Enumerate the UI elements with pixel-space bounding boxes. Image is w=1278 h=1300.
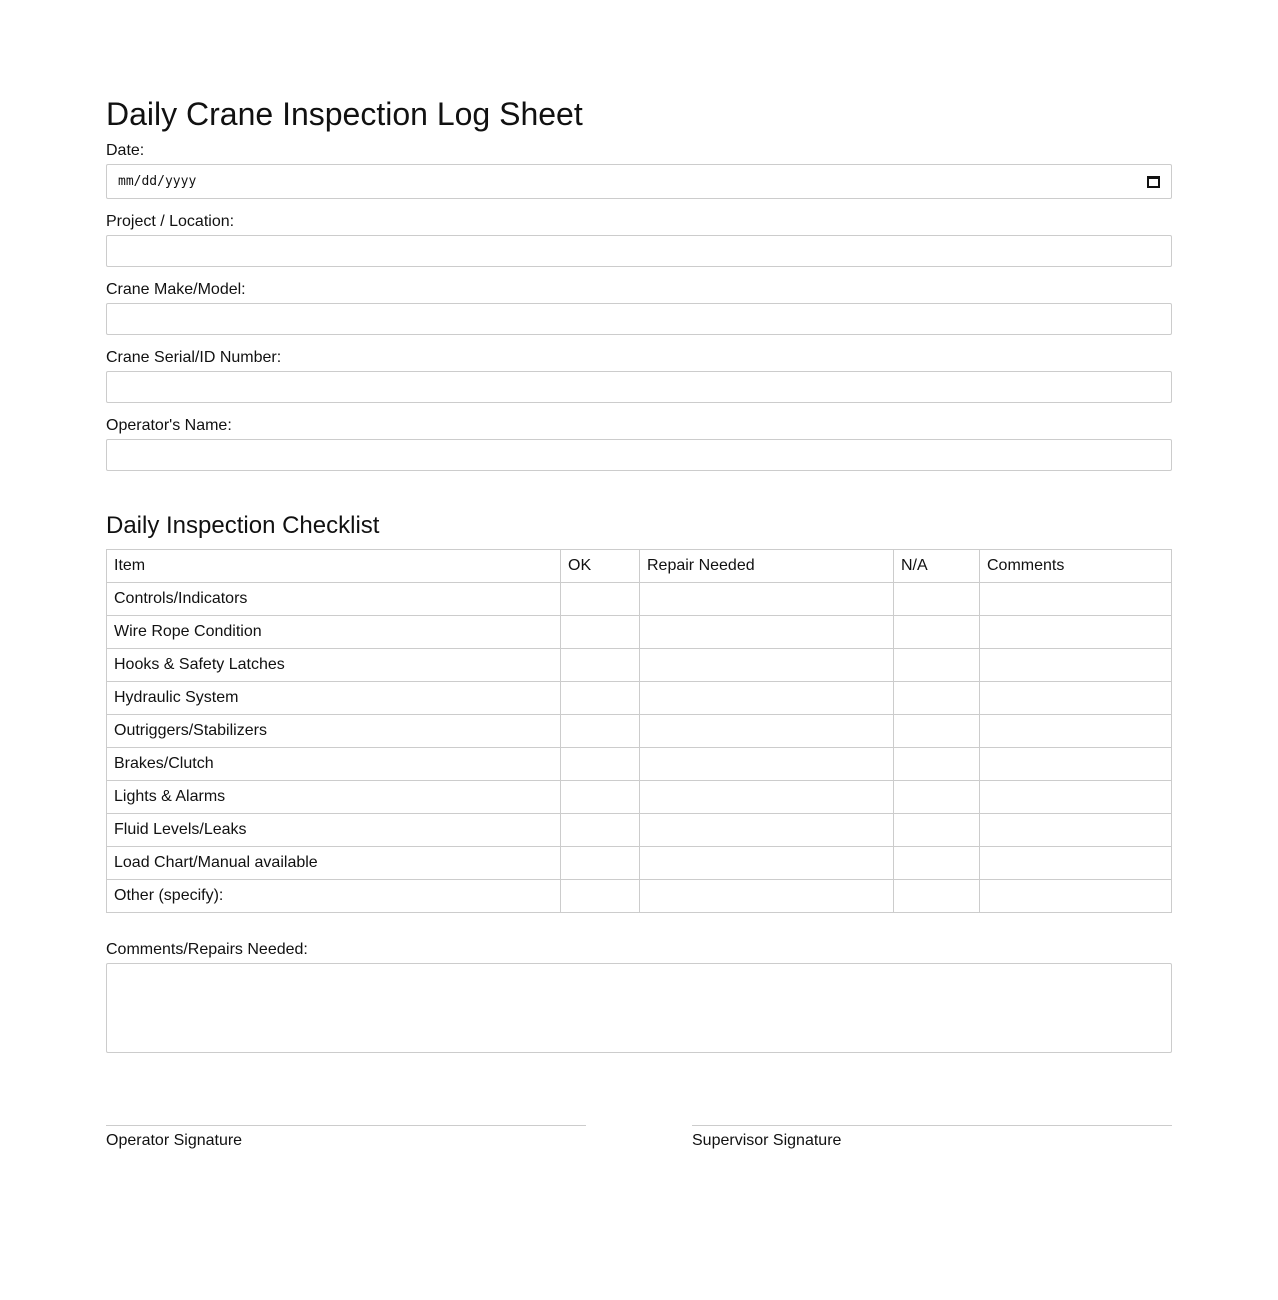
- project-label: Project / Location:: [106, 213, 235, 230]
- make-model-input[interactable]: [106, 303, 1172, 335]
- comments-cell[interactable]: [980, 781, 1172, 814]
- table-row: [107, 715, 1172, 748]
- supervisor-signature-line[interactable]: [692, 1125, 1172, 1150]
- serial-input[interactable]: [106, 371, 1172, 403]
- header-item: Item: [107, 550, 561, 583]
- table-header-row: [107, 550, 1172, 583]
- na-cell[interactable]: [894, 814, 980, 847]
- item-label: Hooks & Safety Latches: [107, 649, 561, 682]
- calendar-icon[interactable]: [1147, 176, 1160, 188]
- header-na: N/A: [894, 550, 980, 583]
- make-model-label: Crane Make/Model:: [106, 281, 246, 298]
- na-cell[interactable]: [894, 880, 980, 913]
- repair-cell[interactable]: [640, 880, 894, 913]
- supervisor-signature-label: Supervisor Signature: [692, 1132, 842, 1149]
- na-cell[interactable]: [894, 715, 980, 748]
- item-label: Other (specify):: [107, 880, 561, 913]
- repair-cell[interactable]: [640, 682, 894, 715]
- project-input[interactable]: [106, 235, 1172, 267]
- comments-cell[interactable]: [980, 649, 1172, 682]
- comments-cell[interactable]: [980, 880, 1172, 913]
- repair-cell[interactable]: [640, 649, 894, 682]
- table-row: [107, 814, 1172, 847]
- comments-label: Comments/Repairs Needed:: [106, 941, 308, 958]
- header-repair: Repair Needed: [640, 550, 894, 583]
- comments-cell[interactable]: [980, 616, 1172, 649]
- date-placeholder: mm/dd/yyyy: [118, 174, 197, 189]
- na-cell[interactable]: [894, 682, 980, 715]
- ok-cell[interactable]: [561, 781, 640, 814]
- comments-cell[interactable]: [980, 847, 1172, 880]
- repair-cell[interactable]: [640, 715, 894, 748]
- ok-cell[interactable]: [561, 748, 640, 781]
- ok-cell[interactable]: [561, 649, 640, 682]
- table-row: [107, 616, 1172, 649]
- na-cell[interactable]: [894, 748, 980, 781]
- table-row: [107, 748, 1172, 781]
- comments-textarea[interactable]: [106, 963, 1172, 1053]
- repair-cell[interactable]: [640, 847, 894, 880]
- repair-cell[interactable]: [640, 616, 894, 649]
- na-cell[interactable]: [894, 616, 980, 649]
- ok-cell[interactable]: [561, 847, 640, 880]
- repair-cell[interactable]: [640, 748, 894, 781]
- table-row: [107, 583, 1172, 616]
- item-label: Outriggers/Stabilizers: [107, 715, 561, 748]
- comments-cell[interactable]: [980, 583, 1172, 616]
- comments-cell[interactable]: [980, 748, 1172, 781]
- item-label: Load Chart/Manual available: [107, 847, 561, 880]
- item-label: Fluid Levels/Leaks: [107, 814, 561, 847]
- ok-cell[interactable]: [561, 583, 640, 616]
- operator-name-label: Operator's Name:: [106, 417, 232, 434]
- item-label: Controls/Indicators: [107, 583, 561, 616]
- comments-cell[interactable]: [980, 682, 1172, 715]
- operator-name-input[interactable]: [106, 439, 1172, 471]
- comments-cell[interactable]: [980, 715, 1172, 748]
- na-cell[interactable]: [894, 781, 980, 814]
- item-label: Brakes/Clutch: [107, 748, 561, 781]
- operator-signature-label: Operator Signature: [106, 1132, 243, 1149]
- item-label: Wire Rope Condition: [107, 616, 561, 649]
- date-label: Date:: [106, 142, 145, 159]
- comments-cell[interactable]: [980, 814, 1172, 847]
- ok-cell[interactable]: [561, 880, 640, 913]
- header-ok: OK: [561, 550, 640, 583]
- na-cell[interactable]: [894, 847, 980, 880]
- table-row: [107, 649, 1172, 682]
- na-cell[interactable]: [894, 649, 980, 682]
- ok-cell[interactable]: [561, 682, 640, 715]
- table-row: [107, 682, 1172, 715]
- operator-signature-line[interactable]: [106, 1125, 586, 1150]
- checklist-table: [106, 549, 1172, 913]
- header-comments: Comments: [980, 550, 1172, 583]
- table-row: [107, 847, 1172, 880]
- item-label: Lights & Alarms: [107, 781, 561, 814]
- item-label: Hydraulic System: [107, 682, 561, 715]
- date-input[interactable]: [106, 164, 1172, 199]
- repair-cell[interactable]: [640, 814, 894, 847]
- ok-cell[interactable]: [561, 616, 640, 649]
- na-cell[interactable]: [894, 583, 980, 616]
- repair-cell[interactable]: [640, 781, 894, 814]
- page-title: Daily Crane Inspection Log Sheet: [106, 96, 583, 132]
- table-row: [107, 781, 1172, 814]
- repair-cell[interactable]: [640, 583, 894, 616]
- checklist-title: Daily Inspection Checklist: [106, 512, 380, 539]
- ok-cell[interactable]: [561, 715, 640, 748]
- ok-cell[interactable]: [561, 814, 640, 847]
- table-row: [107, 880, 1172, 913]
- serial-label: Crane Serial/ID Number:: [106, 349, 282, 366]
